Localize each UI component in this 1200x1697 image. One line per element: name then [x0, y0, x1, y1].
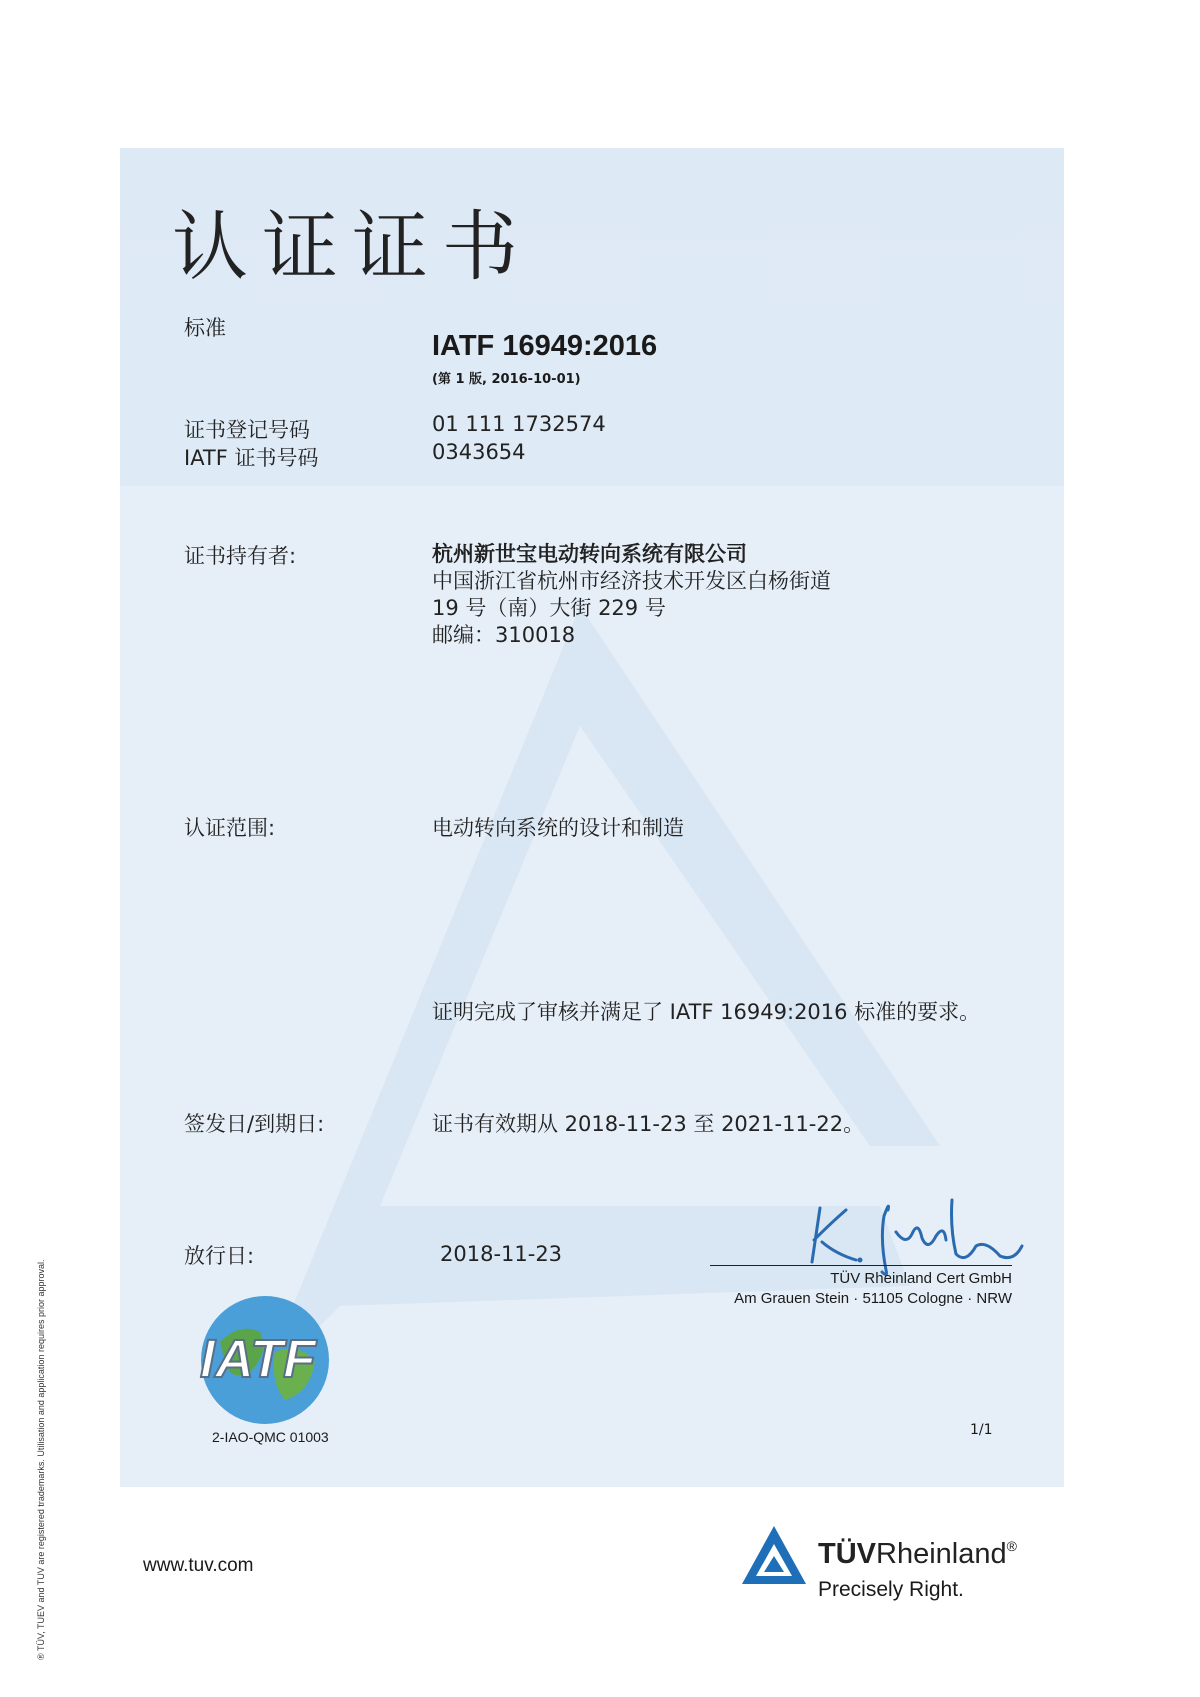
- holder-address-line2: 19 号（南）大街 229 号: [432, 596, 666, 620]
- brand-slogan: Precisely Right.: [818, 1578, 964, 1601]
- compliance-statement: 证明完成了审核并满足了 IATF 16949:2016 标准的要求。: [432, 1000, 981, 1024]
- validity-value: 证书有效期从 2018-11-23 至 2021-11-22。: [432, 1112, 865, 1136]
- standard-label: 标准: [184, 316, 226, 340]
- iatf-number-label: IATF 证书号码: [184, 446, 319, 470]
- brand-registered-mark: ®: [1006, 1538, 1017, 1554]
- holder-address-line1: 中国浙江省杭州市经济技术开发区白杨街道: [432, 569, 831, 593]
- trademark-side-note: ® TÜV, TUEV and TUV are registered trademarks. Utilisation and application requires prior approval.: [36, 1259, 46, 1660]
- registration-number: 01 111 1732574: [432, 412, 606, 436]
- iatf-globe-logo: [190, 1282, 340, 1432]
- issue-date-label: 放行日:: [184, 1244, 255, 1268]
- scope-value: 电动转向系统的设计和制造: [432, 816, 684, 840]
- website-link[interactable]: www.tuv.com: [143, 1555, 254, 1576]
- tuv-triangle-logo-icon: [740, 1522, 808, 1590]
- scope-label: 认证范围:: [184, 816, 276, 840]
- brand-name: [818, 1538, 1017, 1571]
- standard-value: IATF 16949:2016: [432, 330, 658, 362]
- issue-date: 2018-11-23: [440, 1242, 563, 1266]
- holder-name: 杭州新世宝电动转向系统有限公司: [432, 542, 747, 566]
- validity-label: 签发日/到期日:: [184, 1112, 325, 1136]
- signature-line: [710, 1265, 1012, 1266]
- certificate-title: 认证证书: [172, 202, 532, 291]
- registration-label: 证书登记号码: [184, 418, 310, 442]
- oversight-code: 2-IAO-QMC 01003: [212, 1429, 329, 1445]
- holder-postcode: 邮编：310018: [432, 623, 576, 647]
- brand-rest: Rheinland: [876, 1538, 1007, 1570]
- standard-edition: (第 1 版, 2016-10-01): [432, 372, 581, 387]
- page-number: 1/1: [970, 1422, 993, 1438]
- holder-label: 证书持有者:: [184, 544, 297, 568]
- issuer-address: Am Grauen Stein · 51105 Cologne · NRW: [734, 1290, 1012, 1307]
- issuer-name: TÜV Rheinland Cert GmbH: [830, 1270, 1012, 1287]
- iatf-logo-text: IATF: [200, 1329, 316, 1389]
- iatf-number: 0343654: [432, 440, 526, 464]
- brand-bold: TÜV: [818, 1538, 876, 1570]
